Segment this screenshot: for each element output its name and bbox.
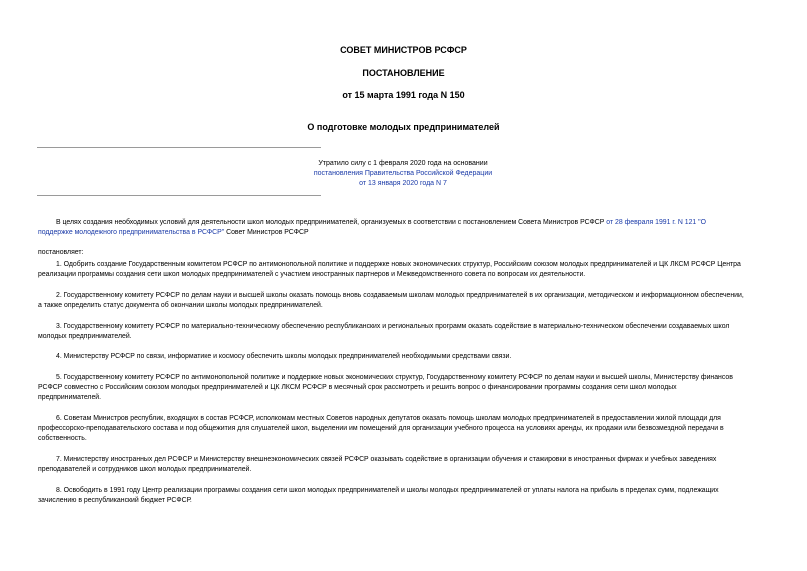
paragraph-2: 2. Государственному комитету РСФСР по делам науки и высшей школы оказать помощь вновь создаваемым школам молодых предпринимателей в их организации, методическом и информационном обеспечении, а также определить статус документа об окончании школы молодых предпринимателей.: [38, 292, 744, 309]
doc-type: ПОСТАНОВЛЕНИЕ: [362, 68, 445, 78]
intro-text-2: Совет Министров РСФСР: [224, 229, 309, 236]
paragraph-7: 7. Министерству иностранных дел РСФСР и Министерству внешнеэкономических связей РСФСР оказывать содействие в организации обучения и стажировки в иностранных фирмах и учебных заведениях преподавателей и сотрудников школ молодых предпринимателей.: [38, 456, 717, 473]
divider-top: [37, 147, 321, 148]
divider-bottom: [37, 195, 321, 196]
date-number: от 15 марта 1991 года N 150: [342, 90, 465, 100]
decree-121-link-cont[interactable]: поддержке молодежного предпринимательства в РСФСР": [38, 229, 225, 236]
intro-text-1: В целях создания необходимых условий для деятельности школ молодых предпринимателей, организуемых в соответствии с постановлением Совета Министров РСФСР: [56, 219, 607, 226]
status-note-text: Утратило силу с 1 февраля 2020 года на основании: [318, 160, 488, 167]
paragraph-6: 6. Советам Министров республик, входящих в состав РСФСР, исполкомам местных Советов народных депутатов оказать помощь школам молодых предпринимателей в предоставлении жилой площади для профессорско-преподавательского состава и под общежития для слушателей школ, выделении им помещений для организации учебного процесса на условиях аренды, их продажи или безвозмездной передачи в собственность.: [38, 415, 724, 442]
paragraph-8: 8. Освободить в 1991 году Центр реализации программы создания сети школ молодых предпринимателей и школы молодых предпринимателей от уплаты налога на прибыль в пределах сумм, подлежащих зачислению в республиканский бюджет РСФСР.: [38, 487, 719, 504]
repeal-link-line1[interactable]: постановления Правительства Российской Федерации: [313, 170, 493, 177]
paragraph-5: 5. Государственному комитету РСФСР по антимонопольной политике и поддержке новых экономических структур, Государственному комитету РСФСР по делам науки и высшей школы, Министерству финансов РСФСР совместно с Российским союзом молодых предпринимателей и ЦК ЛКСМ РСФСР в месячный срок рассмотреть и решить вопрос о финансировании программы создания сети школ молодых предпринимателей.: [38, 374, 733, 401]
paragraph-3: 3. Государственному комитету РСФСР по материально-техническому обеспечению республиканских и региональных программ оказать содействие в материально-техническом обеспечении создаваемых школ молодых предпринимателей.: [38, 323, 730, 340]
paragraph-4: 4. Министерству РСФСР по связи, информатике и космосу обеспечить школы молодых предпринимателей необходимыми средствами связи.: [56, 353, 512, 360]
issuer: СОВЕТ МИНИСТРОВ РСФСР: [340, 45, 467, 55]
document-title: О подготовке молодых предпринимателей: [307, 122, 500, 132]
decree-121-link[interactable]: от 28 февраля 1991 г. N 121 "О: [606, 219, 706, 226]
paragraph-1: 1. Одобрить создание Государственным комитетом РСФСР по антимонопольной политике и поддержке новых экономических структур, Российским союзом молодых предпринимателей и ЦК ЛКСМ РСФСР Центра реализации программы создания сети школ молодых предпринимателей с участием иностранных партнеров и Межведомственного совета по вопросам их деятельности.: [38, 261, 741, 278]
resolves-label: постановляет:: [38, 249, 84, 256]
intro-paragraph: [38, 218, 771, 238]
repeal-link-line2[interactable]: от 13 января 2020 года N 7: [359, 180, 447, 187]
